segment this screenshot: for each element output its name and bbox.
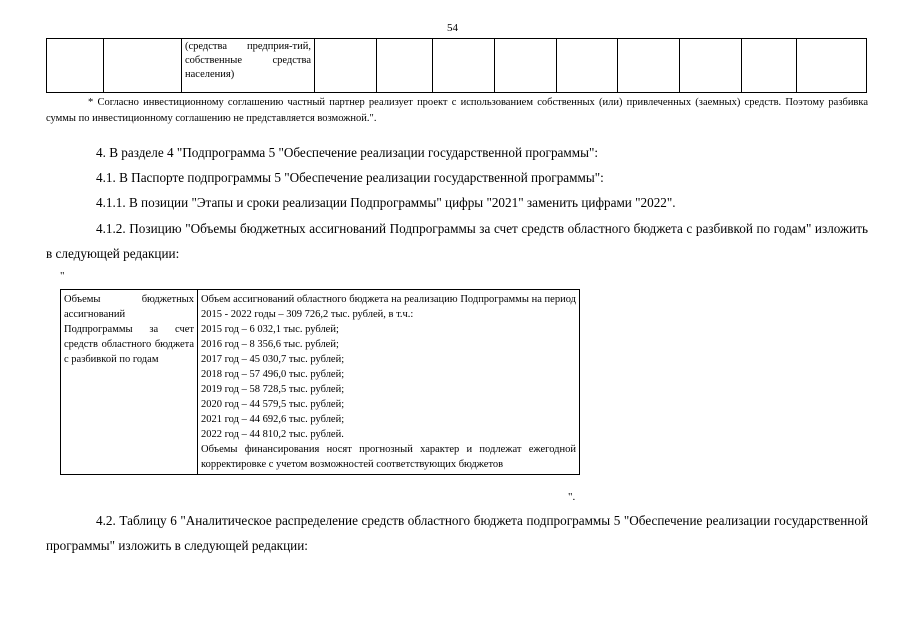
allocation-intro: Объем ассигнований областного бюджета на реализацию Подпрограммы на период 2015 - 2022 годы – 309 726,2 тыс. рублей, в т.ч.: — [201, 294, 576, 320]
financing-note: Объемы финансирования носят прогнозный характер и подлежат ежегодной корректировке с учетом возможностей соответствующих бюджетов — [201, 444, 576, 470]
paragraph-section-4: 4. В разделе 4 "Подпрограмма 5 "Обеспечение реализации государственной программы": — [96, 145, 598, 160]
table-cell — [433, 39, 495, 93]
allocation-values-cell — [198, 290, 580, 475]
year-2015-line: 2015 год – 6 032,1 тыс. рублей; — [201, 324, 339, 335]
year-2021-line: 2021 год – 44 692,6 тыс. рублей; — [201, 414, 345, 425]
budget-allocation-table — [60, 289, 580, 475]
opening-quote: " — [60, 270, 65, 282]
table-row — [61, 290, 580, 475]
page-number: 54 — [447, 22, 458, 34]
table-cell — [377, 39, 433, 93]
table-cell — [104, 39, 182, 93]
table-cell — [618, 39, 680, 93]
table-cell — [495, 39, 557, 93]
year-2020-line: 2020 год – 44 579,5 тыс. рублей; — [201, 399, 345, 410]
year-2018-line: 2018 год – 57 496,0 тыс. рублей; — [201, 369, 345, 380]
table-cell — [797, 39, 867, 93]
paragraph-4-1-2: 4.1.2. Позицию "Объемы бюджетных ассигнований Подпрограммы за счет средств областного бюджета с разбивкой по годам" изложить в следующей редакции: — [46, 221, 868, 261]
table-cell — [680, 39, 742, 93]
year-2016-line: 2016 год – 8 356,6 тыс. рублей; — [201, 339, 339, 350]
closing-quote: ". — [568, 491, 576, 503]
allocation-label-cell: Объемы бюджетных ассигнований Подпрограммы за счет средств областного бюджета с разбивкой по годам — [61, 290, 198, 475]
year-2019-line: 2019 год – 58 728,5 тыс. рублей; — [201, 384, 345, 395]
table-cell — [315, 39, 377, 93]
paragraph-4-1: 4.1. В Паспорте подпрограммы 5 "Обеспечение реализации государственной программы": — [96, 170, 604, 185]
footnote: * Согласно инвестиционному соглашению частный партнер реализует проект с использованием собственных (или) привлеченных (заемных) средств. Поэтому разбивка суммы по инвестиционному соглашению не представляется возможной.". — [46, 97, 868, 124]
paragraph-4-2: 4.2. Таблицу 6 "Аналитическое распределение средств областного бюджета подпрограммы 5 "Обеспечение реализации государственной программы" изложить в следующей редакции: — [46, 513, 868, 553]
table-cell — [742, 39, 797, 93]
top-table-fragment — [46, 38, 867, 93]
table-cell — [47, 39, 104, 93]
year-2017-line: 2017 год – 45 030,7 тыс. рублей; — [201, 354, 345, 365]
funding-source-cell: (средства предприя-тий, собственные средства населения) — [182, 39, 315, 93]
table-row — [47, 39, 867, 93]
table-cell — [557, 39, 618, 93]
year-2022-line: 2022 год – 44 810,2 тыс. рублей. — [201, 429, 344, 440]
paragraph-4-1-1: 4.1.1. В позиции "Этапы и сроки реализации Подпрограммы" цифры "2021" заменить цифрами "2022". — [96, 195, 676, 210]
